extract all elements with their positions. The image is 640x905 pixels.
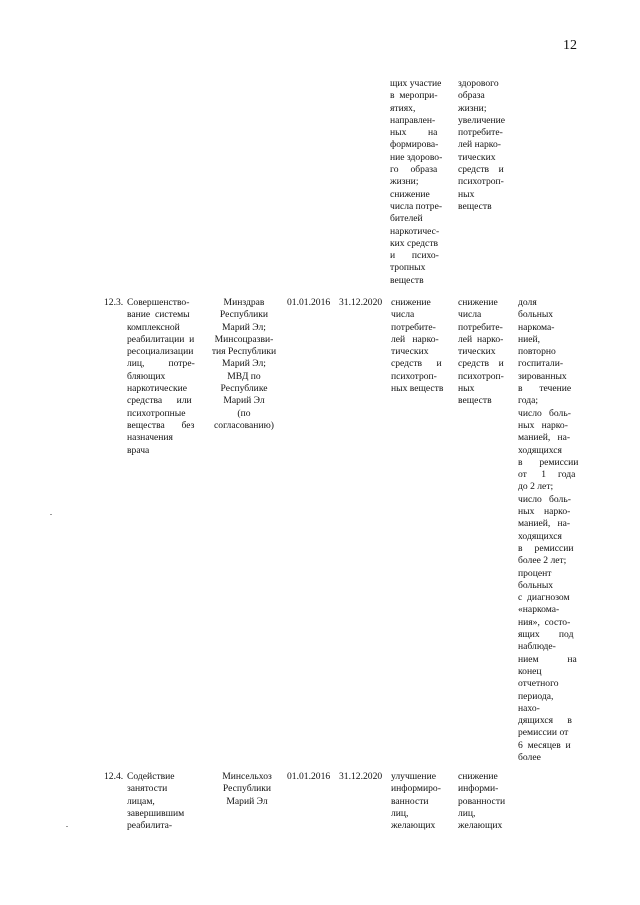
expected-result: снижение числа потребите- лей нарко- тических средств и психотроп- ных веществ (391, 297, 444, 395)
end-date: 31.12.2020 (339, 297, 383, 308)
continuation-col7: здорового образа жизни; увеличение потребите- лей нарко- тических средств и психотроп- ных веществ (458, 78, 506, 212)
continuation-col6: щих участие в меропри- ятиях, направлен- ных на формирова- ние здорово- го образа жизни; снижение числа потре- бителей наркотичес- ких средств и психо- тропных веществ (390, 78, 443, 286)
row-number: 12.3. (104, 297, 124, 308)
end-date: 31.12.2020 (339, 771, 383, 782)
measure-name: Совершенство- вание системы комплексной реабилитации и ресоциализации лиц, потре- бляющих наркотические средства или психотропные вещества без назначения врача (127, 297, 195, 456)
consequences: снижение числа потребите- лей нарко- тических средств и психотроп- ных веществ (458, 297, 504, 407)
start-date: 01.01.2016 (287, 771, 331, 782)
page-number: 12 (563, 38, 577, 53)
indicators: доля больных наркома- нией, повторно госпитали- зированных в течение года; число боль- ных нарко- манией, на- ходящихся в ремиссии от 1 года до 2 лет; число боль- ных нарко- манией, на- ходящихся в ремиссии более 2 лет; процент больных с диагнозом «наркома- ния», состо- ящих под наблюде- нием на конец отчетного периода, нахо- дящихся в ремиссии от 6 месяцев и более (518, 297, 579, 763)
row-number: 12.4. (104, 771, 124, 782)
measure-name: Содействие занятости лицам, завершившим реабилита- (127, 771, 185, 832)
start-date: 01.01.2016 (287, 297, 331, 308)
consequences: снижение информи- рованности лиц, желающих (458, 771, 506, 832)
executor: Минздрав Республики Марий Эл; Минсоцразви- тия Республики Марий Эл; МВД по Республике Марий Эл (по согласованию) (211, 297, 277, 431)
executor: Минсельхоз Республики Марий Эл (222, 771, 272, 807)
scan-speck (50, 514, 52, 515)
expected-result: улучшение информиро- ванности лиц, желающих (391, 771, 441, 832)
scan-speck (66, 826, 68, 827)
